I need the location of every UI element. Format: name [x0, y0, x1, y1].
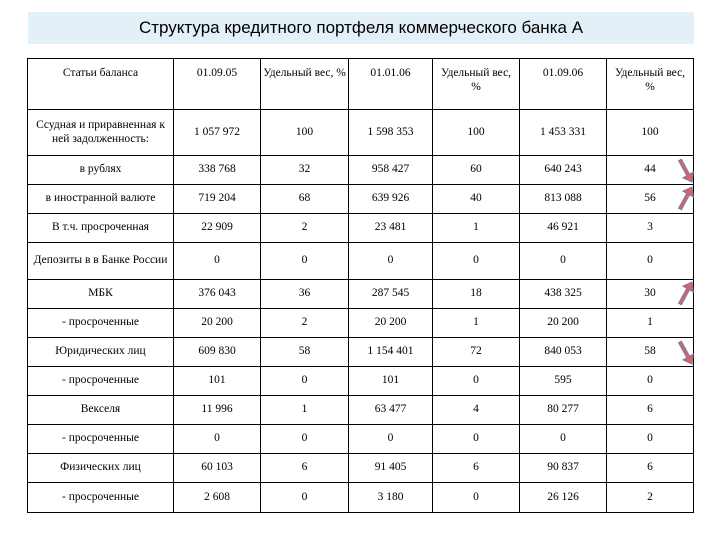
value-cell: 0 [433, 367, 520, 396]
slide-title: Структура кредитного портфеля коммерческого банка А [28, 12, 694, 44]
value-cell: 1 154 401 [349, 338, 433, 367]
table-row [28, 214, 694, 243]
value-cell: 36 [261, 280, 349, 309]
value-cell: 80 277 [520, 396, 607, 425]
row-label-cell: МБК [28, 280, 174, 309]
value-cell: 90 837 [520, 454, 607, 483]
value-cell: 20 200 [520, 309, 607, 338]
table-row [28, 280, 694, 309]
value-cell: 6 [261, 454, 349, 483]
value-cell: 2 608 [174, 483, 261, 513]
value-cell: 0 [607, 425, 694, 454]
header-cell: Удельный вес, % [261, 59, 349, 110]
row-label-cell: - просроченные [28, 309, 174, 338]
value-cell: 0 [520, 425, 607, 454]
value-cell: 1 453 331 [520, 110, 607, 156]
value-cell: 0 [520, 243, 607, 280]
value-cell: 1 [261, 396, 349, 425]
row-label-cell: - просроченные [28, 483, 174, 513]
value-cell: 58 [261, 338, 349, 367]
value-cell: 840 053 [520, 338, 607, 367]
table-row [28, 425, 694, 454]
value-cell: 0 [433, 483, 520, 513]
value-cell: 100 [433, 110, 520, 156]
value-cell: 26 126 [520, 483, 607, 513]
value-cell: 20 200 [349, 309, 433, 338]
table-row [28, 243, 694, 280]
value-cell: 56 [607, 185, 694, 214]
value-cell: 1 598 353 [349, 110, 433, 156]
table-row [28, 338, 694, 367]
value-cell: 2 [261, 309, 349, 338]
value-cell: 91 405 [349, 454, 433, 483]
table-row [28, 396, 694, 425]
value-cell: 100 [261, 110, 349, 156]
table-row [28, 309, 694, 338]
value-cell: 6 [433, 454, 520, 483]
value-cell: 20 200 [174, 309, 261, 338]
row-label-cell: в рублях [28, 156, 174, 185]
table-row [28, 110, 694, 156]
value-cell: 3 180 [349, 483, 433, 513]
row-label-cell: Ссудная и приравненная к ней задолженность: [28, 110, 174, 156]
value-cell: 6 [607, 396, 694, 425]
row-label-cell: Юридических лиц [28, 338, 174, 367]
row-label-cell: Векселя [28, 396, 174, 425]
value-cell: 3 [607, 214, 694, 243]
value-cell: 0 [607, 243, 694, 280]
header-cell: Статьи баланса [28, 59, 174, 110]
value-cell: 63 477 [349, 396, 433, 425]
table-row [28, 454, 694, 483]
value-cell: 1 [433, 214, 520, 243]
table-row [28, 185, 694, 214]
value-cell: 0 [174, 243, 261, 280]
header-cell: 01.01.06 [349, 59, 433, 110]
row-label-cell: В т.ч. просроченная [28, 214, 174, 243]
table-row [28, 156, 694, 185]
value-cell: 0 [261, 425, 349, 454]
value-cell: 40 [433, 185, 520, 214]
value-cell: 0 [174, 425, 261, 454]
value-cell: 0 [433, 425, 520, 454]
header-cell: Удельный вес, % [607, 59, 694, 110]
value-cell: 22 909 [174, 214, 261, 243]
value-cell: 1 [607, 309, 694, 338]
value-cell: 595 [520, 367, 607, 396]
value-cell: 44 [607, 156, 694, 185]
value-cell: 1 057 972 [174, 110, 261, 156]
value-cell: 60 103 [174, 454, 261, 483]
table-row [28, 483, 694, 513]
row-label-cell: - просроченные [28, 425, 174, 454]
value-cell: 101 [174, 367, 261, 396]
row-label-cell: Физических лиц [28, 454, 174, 483]
value-cell: 376 043 [174, 280, 261, 309]
value-cell: 958 427 [349, 156, 433, 185]
value-cell: 72 [433, 338, 520, 367]
value-cell: 0 [261, 367, 349, 396]
value-cell: 609 830 [174, 338, 261, 367]
value-cell: 18 [433, 280, 520, 309]
value-cell: 4 [433, 396, 520, 425]
value-cell: 438 325 [520, 280, 607, 309]
value-cell: 0 [433, 243, 520, 280]
value-cell: 0 [349, 425, 433, 454]
header-cell: 01.09.05 [174, 59, 261, 110]
value-cell: 6 [607, 454, 694, 483]
value-cell: 2 [261, 214, 349, 243]
value-cell: 0 [607, 367, 694, 396]
value-cell: 639 926 [349, 185, 433, 214]
value-cell: 30 [607, 280, 694, 309]
value-cell: 101 [349, 367, 433, 396]
table-header-row [28, 59, 694, 110]
value-cell: 68 [261, 185, 349, 214]
value-cell: 60 [433, 156, 520, 185]
value-cell: 0 [261, 483, 349, 513]
value-cell: 0 [261, 243, 349, 280]
value-cell: 813 088 [520, 185, 607, 214]
value-cell: 11 996 [174, 396, 261, 425]
credit-portfolio-table [27, 58, 694, 513]
value-cell: 338 768 [174, 156, 261, 185]
value-cell: 1 [433, 309, 520, 338]
value-cell: 46 921 [520, 214, 607, 243]
row-label-cell: в иностранной валюте [28, 185, 174, 214]
row-label-cell: - просроченные [28, 367, 174, 396]
value-cell: 2 [607, 483, 694, 513]
table-row [28, 367, 694, 396]
value-cell: 23 481 [349, 214, 433, 243]
value-cell: 100 [607, 110, 694, 156]
value-cell: 32 [261, 156, 349, 185]
value-cell: 719 204 [174, 185, 261, 214]
value-cell: 58 [607, 338, 694, 367]
header-cell: 01.09.06 [520, 59, 607, 110]
value-cell: 640 243 [520, 156, 607, 185]
header-cell: Удельный вес, % [433, 59, 520, 110]
row-label-cell: Депозиты в в Банке России [28, 243, 174, 280]
value-cell: 287 545 [349, 280, 433, 309]
value-cell: 0 [349, 243, 433, 280]
